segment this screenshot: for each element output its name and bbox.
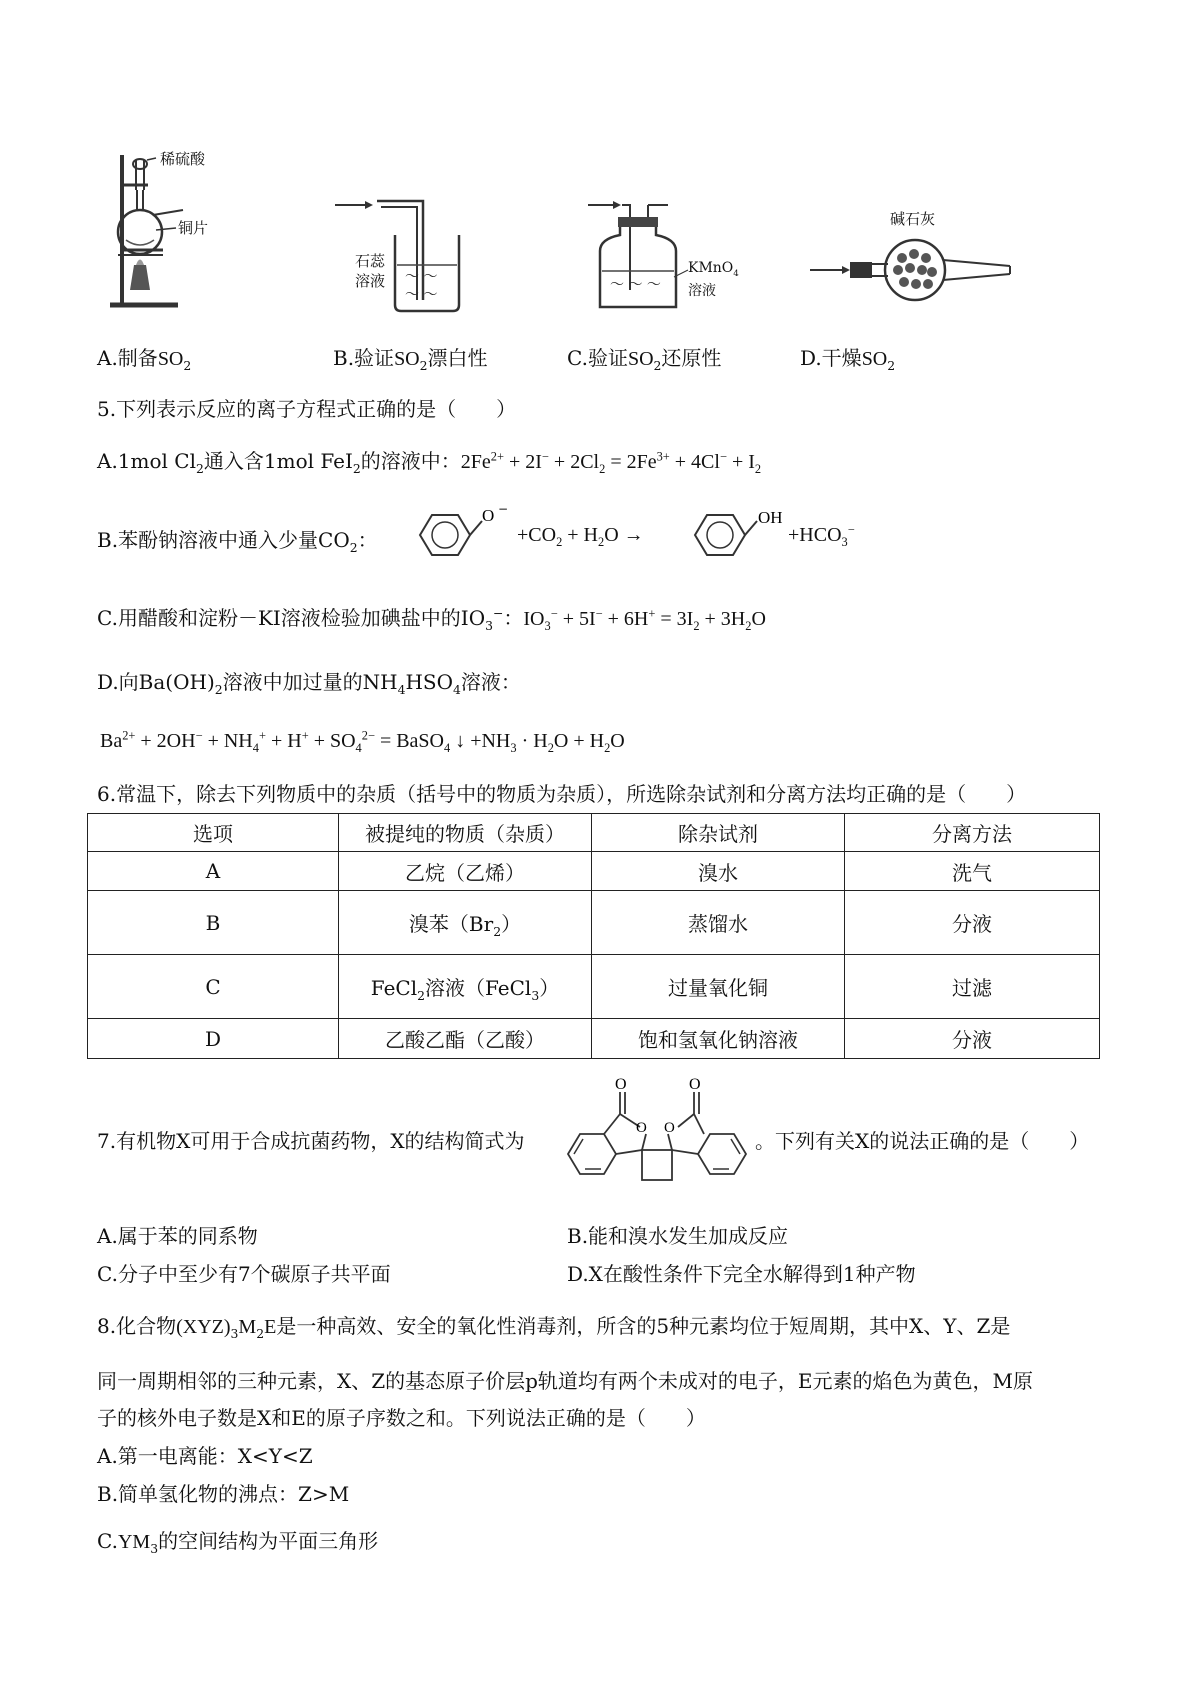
q8-option-c: $C.YM_3$的空间结构为平面三角形 (97, 1529, 379, 1556)
header-option: 选项 (88, 814, 339, 852)
table-row (88, 891, 1100, 955)
q5-option-c: C.用醋酸和淀粉－KI溶液检验加碘盐中的$IO_3^-$：$IO_3^- + 5I^- + 6H^+ = 3I_2 + 3H_2O$ (97, 605, 766, 633)
svg-text:OH: OH (758, 508, 783, 527)
svg-text:−: − (498, 502, 509, 516)
q8-line-2: 同一周期相邻的三种元素，X、Z的基态原子价层p轨道均有两个未成对的电子，E元素的焰色为黄色，M原 (97, 1369, 1034, 1393)
tag-litmus-1: 石蕊 (355, 252, 386, 270)
phenol-structure (685, 507, 785, 562)
q5-option-a: A.1mol $Cl_2$通入含1mol FeI$_2$的溶液中：$2Fe^{2+} + 2I^- + 2Cl_2 = 2Fe^{3+} + 4Cl^- + I_2$ (97, 449, 762, 476)
q7-stem-a: 7.有机物X可用于合成抗菌药物，X的结构简式为 (97, 1129, 525, 1153)
apparatus-d-diagram (810, 230, 1030, 310)
phenoxide-structure (410, 502, 510, 562)
q7-option-a: A.属于苯的同系物 (97, 1224, 258, 1248)
table-header-row (88, 814, 1100, 852)
table-row (88, 955, 1100, 1019)
table-row (88, 1019, 1100, 1059)
svg-text:～ ～ ～: ～ ～ ～ (610, 277, 661, 293)
tag-kmno4: KMnO$_4$ (688, 260, 739, 279)
svg-text:O: O (636, 1120, 647, 1136)
q5-b-end: $+HCO_3^-$ (788, 522, 855, 549)
header-method: 分离方法 (845, 814, 1100, 852)
tag-dilute-acid: 稀硫酸 (160, 150, 206, 168)
q7-option-d: D.X在酸性条件下完全水解得到1种产物 (567, 1262, 916, 1286)
tag-litmus-2: 溶液 (355, 272, 386, 290)
table-row (88, 852, 1100, 891)
cell-reagent: 过量氧化铜 (592, 955, 845, 1019)
q6-stem: 6.常温下，除去下列物质中的杂质（括号中的物质为杂质），所选除杂试剂和分离方法均正确的是（ ） (97, 782, 1027, 806)
q5-d-equation: $Ba^{2+} + 2OH^- + NH_4^+ + H^+ + SO_4^{2-}$ = BaSO$_4$ ↓ $+NH_3 \cdot H_2O + H_2O$ (100, 728, 625, 755)
svg-text:～ ～: ～ ～ (405, 287, 438, 303)
cell-method: 分液 (845, 1019, 1100, 1059)
label-apparatus-d: D.干燥$SO_2$ (800, 346, 896, 373)
compound-x-structure (560, 1072, 755, 1197)
tag-soda-lime: 碱石灰 (890, 210, 936, 228)
cell-substance: 乙酸乙酯（乙酸） (339, 1019, 592, 1059)
cell-substance: 溴苯$(Br_2)$ (339, 891, 592, 955)
cell-substance: FeCl$_2$溶液（FeCl$_3$） (339, 955, 592, 1019)
tag-solution: 溶液 (688, 283, 716, 299)
cell-option: D (88, 1019, 339, 1059)
header-substance: 被提纯的物质（杂质） (339, 814, 592, 852)
q8-option-b: B.简单氢化物的沸点：Z>M (97, 1482, 350, 1506)
header-reagent: 除杂试剂 (592, 814, 845, 852)
q8-line-1: 8.化合物$(XYZ)_3M_2E$是一种高效、安全的氧化性消毒剂，所含的5种元素均位于短周期，其中X、Y、Z是 (97, 1314, 1011, 1341)
cell-reagent: 饱和氢氧化钠溶液 (592, 1019, 845, 1059)
svg-text:～ ～: ～ ～ (405, 269, 438, 285)
q5-c-equation: $IO_3^- + 5I^- + 6H^+ = 3I_2 + 3H_2O$ (523, 606, 766, 633)
cell-method: 洗气 (845, 852, 1100, 891)
q6-table (87, 813, 1100, 1059)
cell-option: B (88, 891, 339, 955)
svg-text:O: O (689, 1076, 701, 1093)
apparatus-c-diagram (588, 195, 758, 315)
tag-copper-plate: 铜片 (178, 219, 209, 237)
q5-option-d: D.向$Ba(OH)_2$溶液中加过量的$NH_4HSO_4$溶液： (97, 670, 521, 697)
cell-option: A (88, 852, 339, 891)
q8-line-3: 子的核外电子数是X和E的原子序数之和。下列说法正确的是（ ） (97, 1406, 706, 1430)
label-apparatus-b: B.验证$SO_2$漂白性 (333, 346, 488, 373)
q5-a-equation: $2Fe^{2+} + 2I^- + 2Cl_2 = 2Fe^{3+} + 4Cl^- + I_2$ (460, 449, 762, 476)
q5-stem: 5.下列表示反应的离子方程式正确的是（ ） (97, 397, 517, 421)
svg-text:O: O (615, 1076, 627, 1093)
q5-option-b: B.苯酚钠溶液中通入少量$CO_2$： (97, 528, 378, 555)
q8-option-a: A.第一电离能：X<Y<Z (97, 1444, 313, 1468)
svg-text:O: O (664, 1120, 675, 1136)
q5-b-middle: $+CO_2 + H_2O$ → (517, 524, 644, 549)
cell-substance: 乙烷（乙烯） (339, 852, 592, 891)
svg-text:O: O (482, 506, 495, 525)
q7-option-b: B.能和溴水发生加成反应 (567, 1224, 789, 1248)
cell-reagent: 蒸馏水 (592, 891, 845, 955)
cell-method: 分液 (845, 891, 1100, 955)
label-apparatus-c: C.验证$SO_2$还原性 (567, 346, 722, 373)
cell-option: C (88, 955, 339, 1019)
q7-stem-b: 。下列有关X的说法正确的是（ ） (755, 1129, 1090, 1153)
q7-option-c: C.分子中至少有7个碳原子共平面 (97, 1262, 391, 1286)
label-apparatus-a: A.制备$SO_2$ (97, 346, 192, 373)
cell-method: 过滤 (845, 955, 1100, 1019)
cell-reagent: 溴水 (592, 852, 845, 891)
